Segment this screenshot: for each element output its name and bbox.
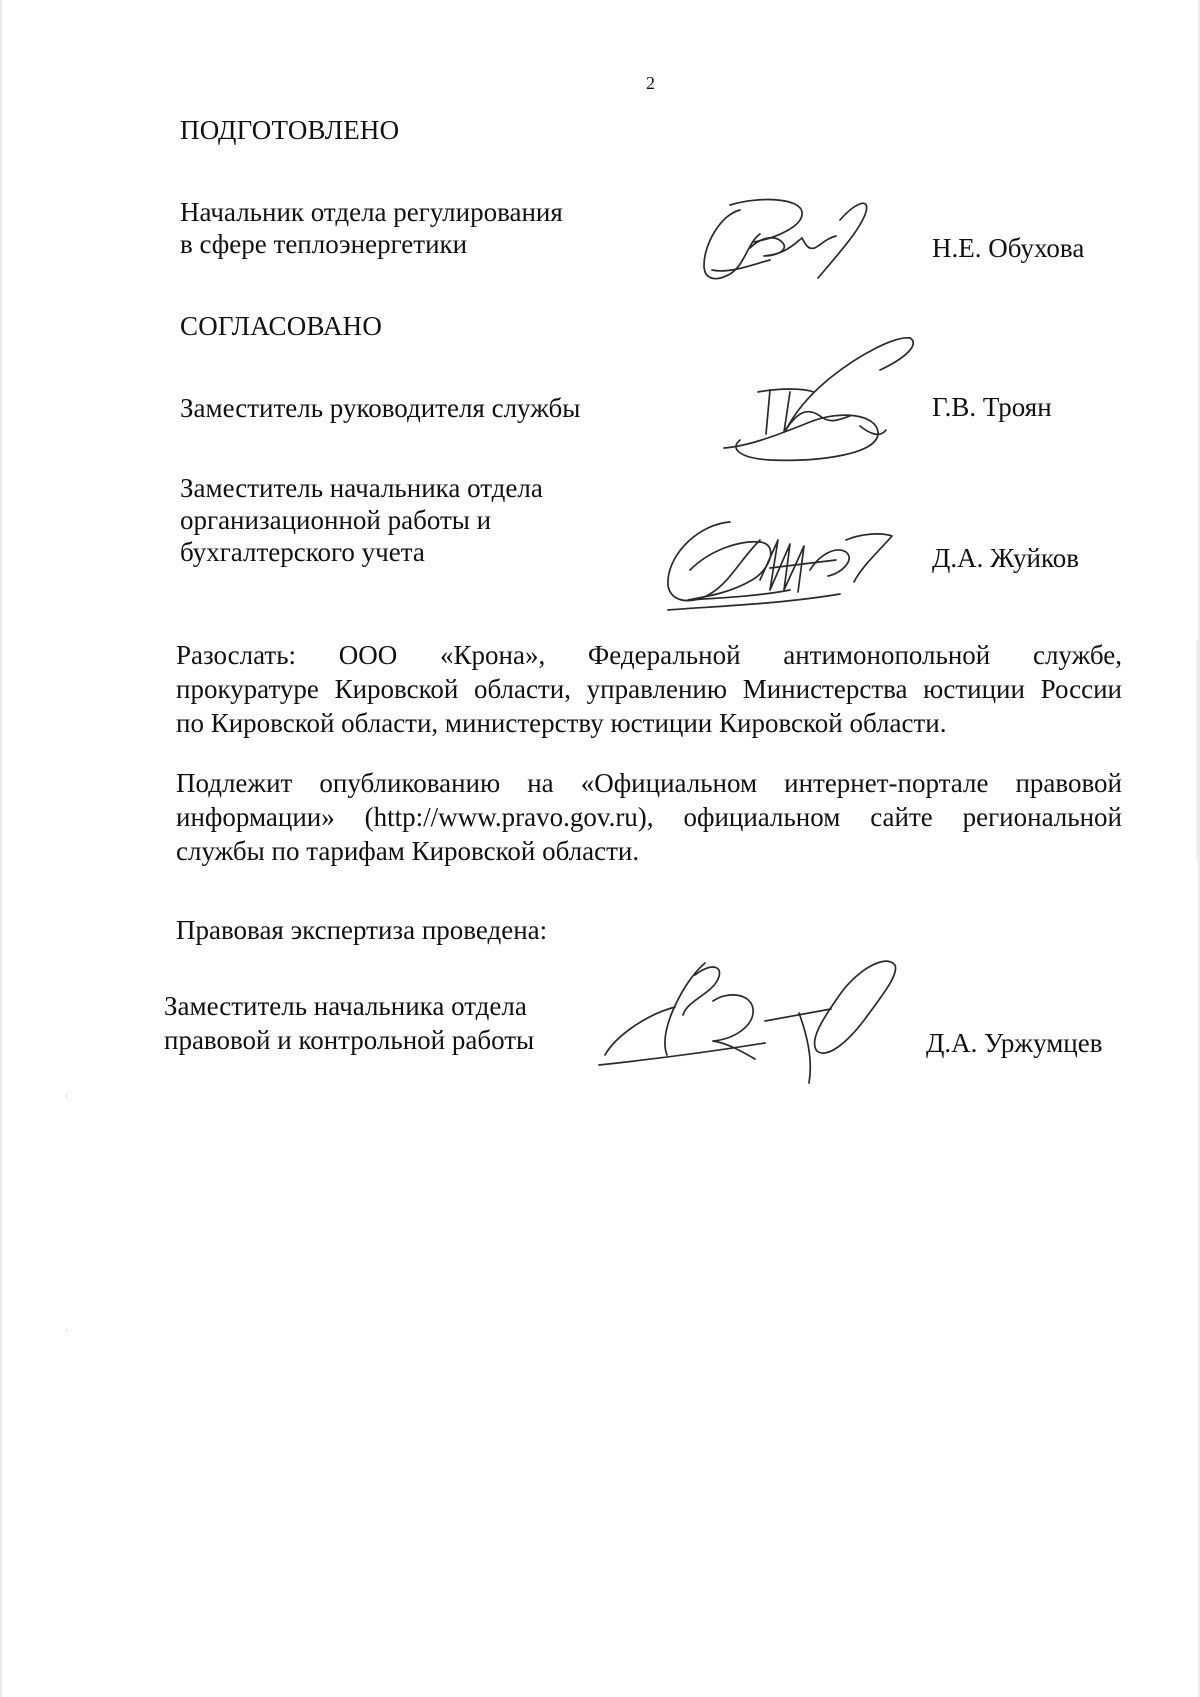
agreed-signer2-position-line2: организационной работы и	[180, 505, 492, 535]
agreed-signer2-position-line1: Заместитель начальника отдела	[180, 473, 543, 503]
legal-review-heading: Правовая экспертиза проведена:	[176, 915, 548, 945]
prepared-heading: ПОДГОТОВЛЕНО	[180, 115, 400, 145]
agreed-signer2-name: Д.А. Жуйков	[932, 543, 1079, 573]
signature-obukhova	[690, 190, 890, 300]
prepared-position-line2: в сфере теплоэнергетики	[180, 229, 468, 259]
prepared-name: Н.Е. Обухова	[932, 233, 1085, 263]
distribution-line2: прокуратуре Кировской области, управлению Министерства юстиции России	[176, 674, 1122, 704]
publication-line3: службы по тарифам Кировской области.	[176, 836, 640, 866]
scan-speck	[66, 1095, 67, 1097]
signature-zhuikov	[660, 510, 920, 620]
publication-line1: Подлежит опубликованию на «Официальном интернет-портале правовой	[176, 768, 1122, 798]
prepared-position-line1: Начальник отдела регулирования	[180, 197, 563, 227]
publication-line2: информации» (http://www.pravo.gov.ru), официальном сайте региональной	[176, 802, 1122, 832]
agreed-signer1-name: Г.В. Троян	[932, 392, 1052, 422]
agreed-heading: СОГЛАСОВАНО	[180, 311, 383, 341]
publication-paragraph	[176, 766, 1122, 868]
signature-urzhumtsev	[595, 955, 915, 1085]
legal-review-position-line1: Заместитель начальника отдела	[164, 991, 527, 1021]
legal-review-name: Д.А. Уржумцев	[926, 1028, 1103, 1058]
signature-troyan	[710, 330, 940, 480]
distribution-line1: Разослать: ООО «Крона», Федеральной антимонопольной службе,	[176, 640, 1122, 670]
distribution-line3: по Кировской области, министерству юстиции Кировской области.	[176, 708, 947, 738]
distribution-paragraph	[176, 638, 1122, 740]
scan-speck	[1196, 640, 1198, 860]
agreed-signer2-position-line3: бухгалтерского учета	[180, 537, 425, 567]
scan-speck	[66, 1330, 67, 1332]
page-number: 2	[646, 73, 655, 93]
agreed-signer1-position: Заместитель руководителя службы	[180, 393, 581, 423]
legal-review-position-line2: правовой и контрольной работы	[164, 1025, 535, 1055]
